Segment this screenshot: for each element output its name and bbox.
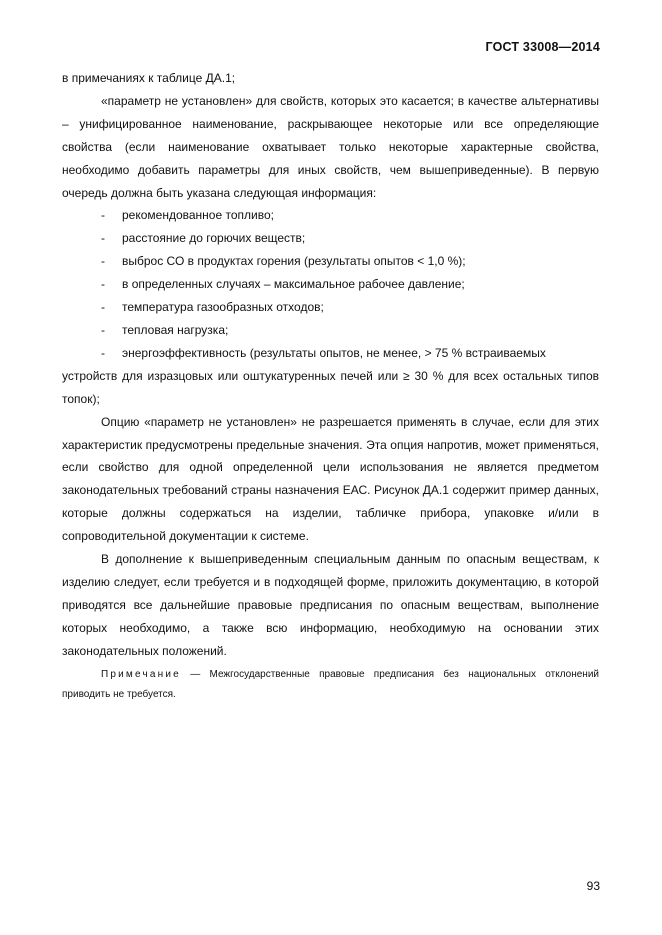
list-item [62, 227, 599, 250]
list-bullet: - [101, 345, 105, 360]
list-item-text: выброс СО в продуктах горения (результаты опытов < 1,0 %); [122, 254, 466, 269]
paragraph: «параметр не установлен» для свойств, которых это касается; в качестве альтернативы – унифицированное наименование, раскрывающее некоторые или все определяющие свойства (если наименование охватывает только некоторые характерные свойства, необходимо добавить параметры для иных свойств, чем вышеприведенные). В первую очередь должна быть указана следующая информация: [62, 93, 599, 200]
paragraph: В дополнение к вышеприведенным специальным данным по опасным веществам, к изделию следует, если требуется и в подходящей форме, приложить документацию, в которой приводятся все дальнейшие правовые предписания по опасным веществам, выполнение которых необходимо, а также всю информацию, необходимую на основании этих законодательных положений. [62, 552, 599, 658]
list-item-text: энергоэффективность (результаты опытов, не менее, > 75 % встраиваемых [122, 345, 546, 360]
list-item [62, 342, 599, 365]
page-number: 93 [586, 879, 600, 893]
paragraph: в примечаниях к таблице ДА.1; [62, 71, 236, 85]
paragraph: Опцию «параметр не установлен» не разрешается применять в случае, если для этих характеристик предусмотрены предельные значения. Эта опция напротив, может применяться, если свойство для одной определенной цели использования не является предметом законодательных требований страны назначения ЕАС. Рисунок ДА.1 содержит пример данных, которые должны содержаться на изделии, табличке прибора, упаковке и/или в сопроводительной документации к системе. [62, 414, 599, 544]
list-item [62, 204, 599, 227]
list-bullet: - [101, 322, 105, 337]
list-item [62, 273, 599, 296]
list-item-continuation: устройств для изразцовых или оштукатуренных печей или ≥ 30 % для всех остальных типов топок); [62, 368, 599, 406]
list-bullet: - [101, 208, 105, 223]
standard-id: ГОСТ 33008—2014 [485, 40, 600, 54]
list-item-text: тепловая нагрузка; [122, 322, 229, 337]
list-item [62, 319, 599, 342]
list-bullet: - [101, 277, 105, 292]
list-item-text: расстояние до горючих веществ; [122, 231, 306, 246]
list-item-text: температура газообразных отходов; [122, 300, 324, 315]
list-item [62, 296, 599, 319]
list-bullet: - [101, 300, 105, 315]
list-item-text: рекомендованное топливо; [122, 208, 274, 223]
note-label: Примечание [101, 668, 181, 680]
list-item-text: в определенных случаях – максимальное рабочее давление; [122, 277, 465, 292]
note-text: — Межгосударственные правовые предписания без национальных отклонений приводить не требуется. [62, 668, 599, 700]
note [62, 665, 599, 705]
document-body [62, 67, 599, 705]
list-item [62, 250, 599, 273]
list-bullet: - [101, 254, 105, 269]
document-header [485, 40, 600, 54]
list-bullet: - [101, 231, 105, 246]
